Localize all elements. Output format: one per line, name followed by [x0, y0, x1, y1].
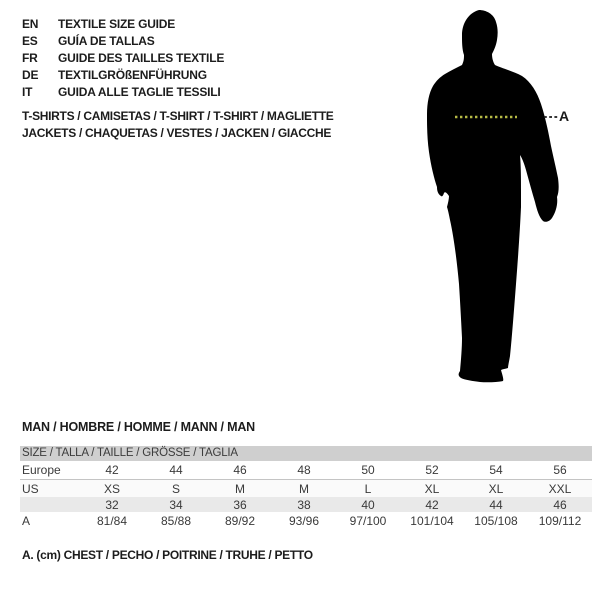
table-cell: 44 [489, 497, 503, 512]
table-cell: 105/108 [474, 513, 518, 528]
table-cell: 46 [233, 463, 247, 477]
table-cell: XL [424, 481, 440, 496]
language-label: TEXTILE SIZE GUIDE [58, 17, 176, 31]
table-cell: 42 [425, 497, 439, 512]
table-cell: M [235, 481, 245, 496]
table-cell: 42 [105, 463, 119, 477]
language-code: DE [22, 68, 39, 82]
table-cell: 34 [169, 497, 183, 512]
category-tshirts: T-SHIRTS / CAMISETAS / T-SHIRT / T-SHIRT / MAGLIETTE [22, 109, 334, 123]
language-list [22, 16, 224, 101]
silhouette-shape [427, 10, 559, 382]
table-cell: M [299, 481, 309, 496]
language-row-fr [22, 50, 224, 67]
language-code: FR [22, 51, 38, 65]
language-label: GUÍA DE TALLAS [58, 34, 155, 48]
table-cell: 89/92 [224, 513, 256, 528]
table-cell: 97/100 [349, 513, 387, 528]
measurement-footnote: A. (cm) CHEST / PECHO / POITRINE / TRUHE / PETTO [22, 548, 313, 562]
table-cell: S [171, 481, 180, 496]
table-cell: XXL [548, 481, 572, 496]
table-row-numeric [20, 497, 592, 512]
size-table-header: SIZE / TALLA / TAILLE / GRÖSSE / TAGLIA [20, 446, 592, 461]
table-cell: 38 [297, 497, 311, 512]
language-code: ES [22, 34, 38, 48]
table-cell: 56 [553, 463, 567, 477]
language-row-it [22, 84, 224, 101]
language-label: GUIDE DES TAILLES TEXTILE [58, 51, 225, 65]
row-label: A [22, 513, 31, 528]
language-row-es [22, 33, 224, 50]
table-cell: 40 [361, 497, 375, 512]
table-row-europe [20, 461, 592, 480]
table-cell: 48 [297, 463, 311, 477]
language-code: IT [22, 85, 33, 99]
table-cell: 85/88 [160, 513, 192, 528]
language-code: EN [22, 17, 39, 31]
language-row-de [22, 67, 224, 84]
language-label: TEXTILGRÖßENFÜHRUNG [58, 68, 207, 82]
language-row-en [22, 16, 224, 33]
table-cell: 32 [105, 497, 119, 512]
measure-point-label: A [559, 108, 570, 124]
table-cell: XS [103, 481, 120, 496]
size-table [20, 446, 592, 529]
table-cell: 101/104 [410, 513, 454, 528]
table-cell: L [364, 481, 372, 496]
man-silhouette-figure [410, 0, 600, 400]
row-label: US [22, 481, 39, 496]
table-cell: 81/84 [96, 513, 128, 528]
language-label: GUIDA ALLE TAGLIE TESSILI [58, 85, 221, 99]
table-cell: 54 [489, 463, 503, 477]
table-cell: 52 [425, 463, 439, 477]
table-row-chest-a [20, 512, 592, 529]
table-cell: 109/112 [538, 513, 582, 528]
table-cell: 36 [233, 497, 247, 512]
table-cell: 93/96 [288, 513, 320, 528]
category-jackets: JACKETS / CHAQUETAS / VESTES / JACKEN / GIACCHE [22, 126, 332, 140]
section-title-man: MAN / HOMBRE / HOMME / MANN / MAN [22, 420, 255, 434]
table-cell: XL [488, 481, 504, 496]
table-cell: 44 [169, 463, 183, 477]
man-silhouette-svg [410, 0, 600, 400]
table-row-us [20, 480, 592, 497]
table-cell: 46 [553, 497, 567, 512]
garment-categories [22, 108, 334, 142]
row-label: Europe [22, 463, 61, 477]
table-cell: 50 [361, 463, 375, 477]
